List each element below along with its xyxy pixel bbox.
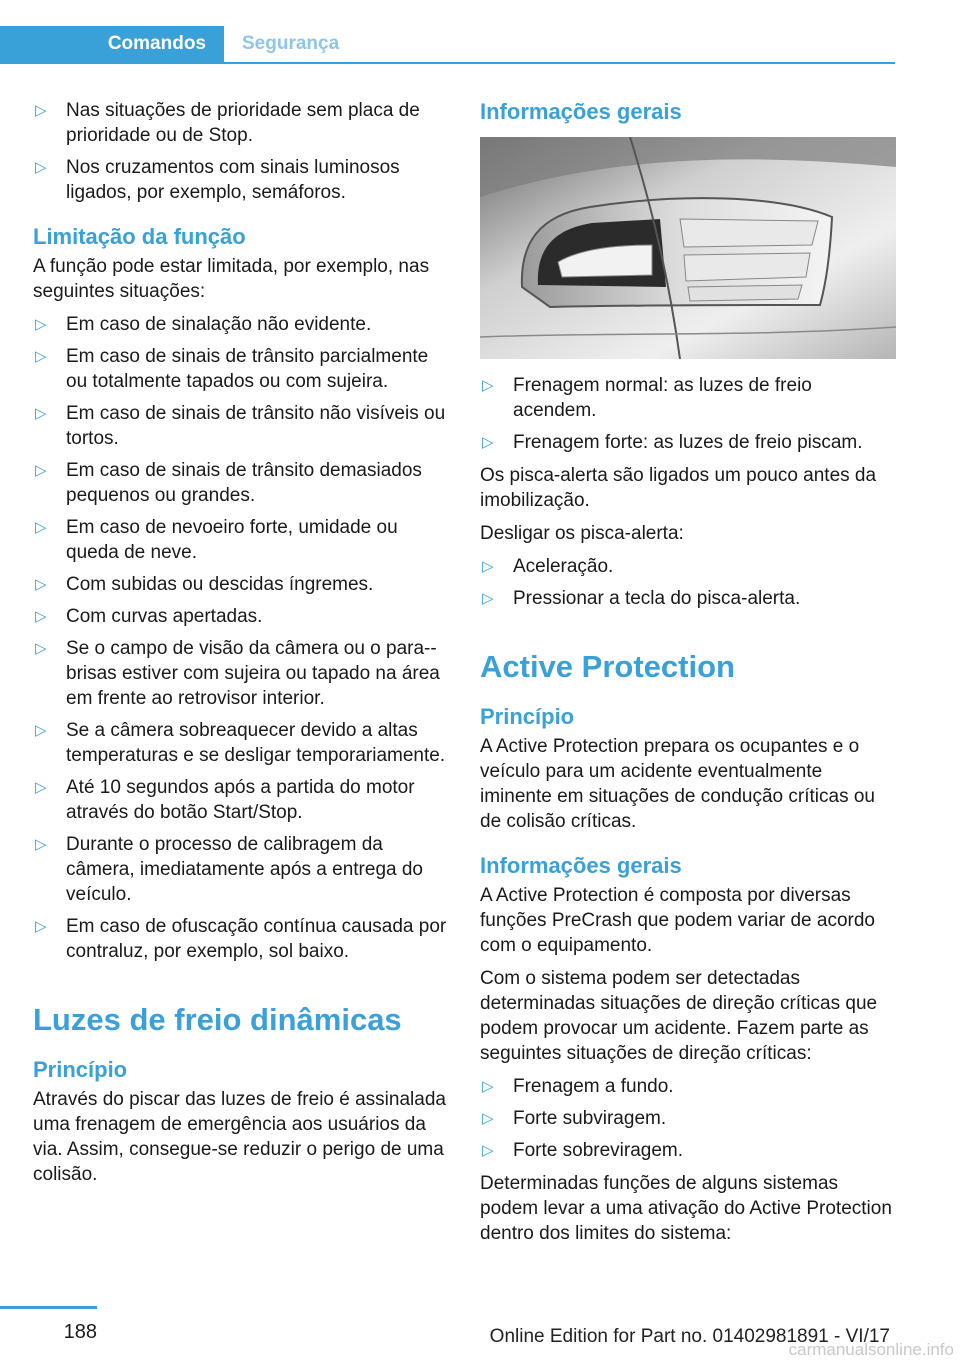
list-item: ▷ Frenagem normal: as luzes de freio acendem. <box>482 375 812 421</box>
triangle-right-icon: ▷ <box>35 640 47 657</box>
triangle-right-icon: ▷ <box>35 608 47 625</box>
list-item: ▷ Em caso de nevoeiro forte, umidade ou queda de neve. <box>35 517 398 563</box>
ap-info-text-3: Determinadas funções de alguns sistemas podem levar a uma ativação do Active Protection dentro dos limites do sistema: <box>480 1173 892 1244</box>
hazard-text: Os pisca-alerta são ligados um pouco antes da imobilização. <box>480 465 877 511</box>
list-item: ▷ Forte sobreviragem. <box>482 1140 684 1161</box>
triangle-right-icon: ▷ <box>482 434 494 451</box>
header-tabs <box>0 26 895 64</box>
ap-info-text-2: Com o sistema podem ser detectadas determinadas situações de direção críticas que podem provocar um acidente. Fazem parte as seguintes situações de direção críticas: <box>480 968 878 1064</box>
list-item: ▷ Em caso de sinais de trânsito demasiados pequenos ou grandes. <box>35 460 422 506</box>
triangle-right-icon: ▷ <box>35 159 47 176</box>
limitation-list <box>33 312 448 964</box>
list-item: ▷ Com subidas ou descidas íngremes. <box>35 574 374 595</box>
principle-heading: Princípio <box>33 1057 128 1082</box>
triangle-right-icon: ▷ <box>482 1142 494 1159</box>
ap-principle-heading: Princípio <box>480 704 575 729</box>
list-item: ▷ Pressionar a tecla do pisca-alerta. <box>482 588 801 609</box>
triangle-right-icon: ▷ <box>35 576 47 593</box>
list-item: ▷ Aceleração. <box>482 556 614 577</box>
triangle-right-icon: ▷ <box>35 519 47 536</box>
list-item: ▷ Frenagem forte: as luzes de freio piscam. <box>482 432 863 453</box>
list-item: ▷ Forte subviragem. <box>482 1108 667 1129</box>
triangle-right-icon: ▷ <box>35 316 47 333</box>
triangle-right-icon: ▷ <box>35 102 47 119</box>
tab-comandos[interactable]: Comandos <box>0 26 224 62</box>
triangle-right-icon: ▷ <box>35 462 47 479</box>
list-item: ▷ Durante o processo de calibragem da câmera, imediatamente após a entrega do veículo. <box>35 834 423 905</box>
limitation-text: A função pode estar limitada, por exemplo, nas seguintes situações: <box>33 256 430 302</box>
critical-situations-list <box>480 1074 896 1163</box>
brake-lights-heading: Luzes de freio dinâmicas <box>33 1002 402 1037</box>
list-item: ▷ Em caso de sinalação não evidente. <box>35 314 372 335</box>
triangle-right-icon: ▷ <box>35 836 47 853</box>
hazard-off-list <box>480 554 896 611</box>
list-item: ▷ Em caso de sinais de trânsito parcialmente ou totalmente tapados ou com sujeira. <box>35 346 429 392</box>
ap-info-heading: Informações gerais <box>480 853 682 878</box>
info-heading: Informações gerais <box>480 99 682 124</box>
tail-light-illustration <box>480 137 896 359</box>
triangle-right-icon: ▷ <box>482 377 494 394</box>
list-item: ▷ Em caso de sinais de trânsito não visíveis ou tortos. <box>35 403 446 449</box>
limitation-heading: Limitação da função <box>33 224 246 249</box>
list-item: ▷ Nos cruzamentos com sinais luminosos ligados, por exemplo, semáforos. <box>35 157 400 203</box>
priority-list <box>33 98 448 205</box>
list-item: ▷ Se a câmera sobreaquecer devido a altas temperaturas e se desligar temporariamente. <box>35 720 446 766</box>
principle-text: Através do piscar das luzes de freio é assinalada uma frenagem de emergência aos usuários da via. Assim, consegue-se reduzir o perigo de uma colisão. <box>33 1089 446 1185</box>
list-item: ▷ Se o campo de visão da câmera ou o para--brisas estiver com sujeira ou tapado na área em frente ao retrovisor interior. <box>35 638 440 709</box>
triangle-right-icon: ▷ <box>35 348 47 365</box>
triangle-right-icon: ▷ <box>35 405 47 422</box>
ap-principle-text: A Active Protection prepara os ocupantes e o veículo para um acidente eventualmente iminente em situações de condução críticas ou de colisão críticas. <box>480 736 875 832</box>
triangle-right-icon: ▷ <box>35 779 47 796</box>
triangle-right-icon: ▷ <box>35 918 47 935</box>
page-number: 188 <box>0 1306 97 1344</box>
list-item: ▷ Em caso de ofuscação contínua causada por contraluz, por exemplo, sol baixo. <box>35 916 447 962</box>
list-item: ▷ Com curvas apertadas. <box>35 606 263 627</box>
tab-seguranca[interactable]: Segurança <box>242 33 340 54</box>
triangle-right-icon: ▷ <box>482 1110 494 1127</box>
triangle-right-icon: ▷ <box>35 722 47 739</box>
right-column <box>480 98 896 1254</box>
edition-footer: Online Edition for Part no. 01402981891 - VI/17 <box>489 1326 890 1347</box>
braking-list <box>480 373 896 455</box>
left-column <box>33 98 448 1195</box>
hazard-off-text: Desligar os pisca-alerta: <box>480 523 684 544</box>
list-item: ▷ Frenagem a fundo. <box>482 1076 674 1097</box>
list-item: ▷ Nas situações de prioridade sem placa de prioridade ou de Stop. <box>35 100 420 146</box>
list-item: ▷ Até 10 segundos após a partida do motor através do botão Start/Stop. <box>35 777 415 823</box>
active-protection-heading: Active Protection <box>480 649 735 684</box>
ap-info-text-1: A Active Protection é composta por diversas funções PreCrash que podem variar de acordo com o equipamento. <box>480 885 876 956</box>
triangle-right-icon: ▷ <box>482 1078 494 1095</box>
watermark: carmanualsonline.info <box>788 1340 954 1359</box>
triangle-right-icon: ▷ <box>482 590 494 607</box>
triangle-right-icon: ▷ <box>482 558 494 575</box>
